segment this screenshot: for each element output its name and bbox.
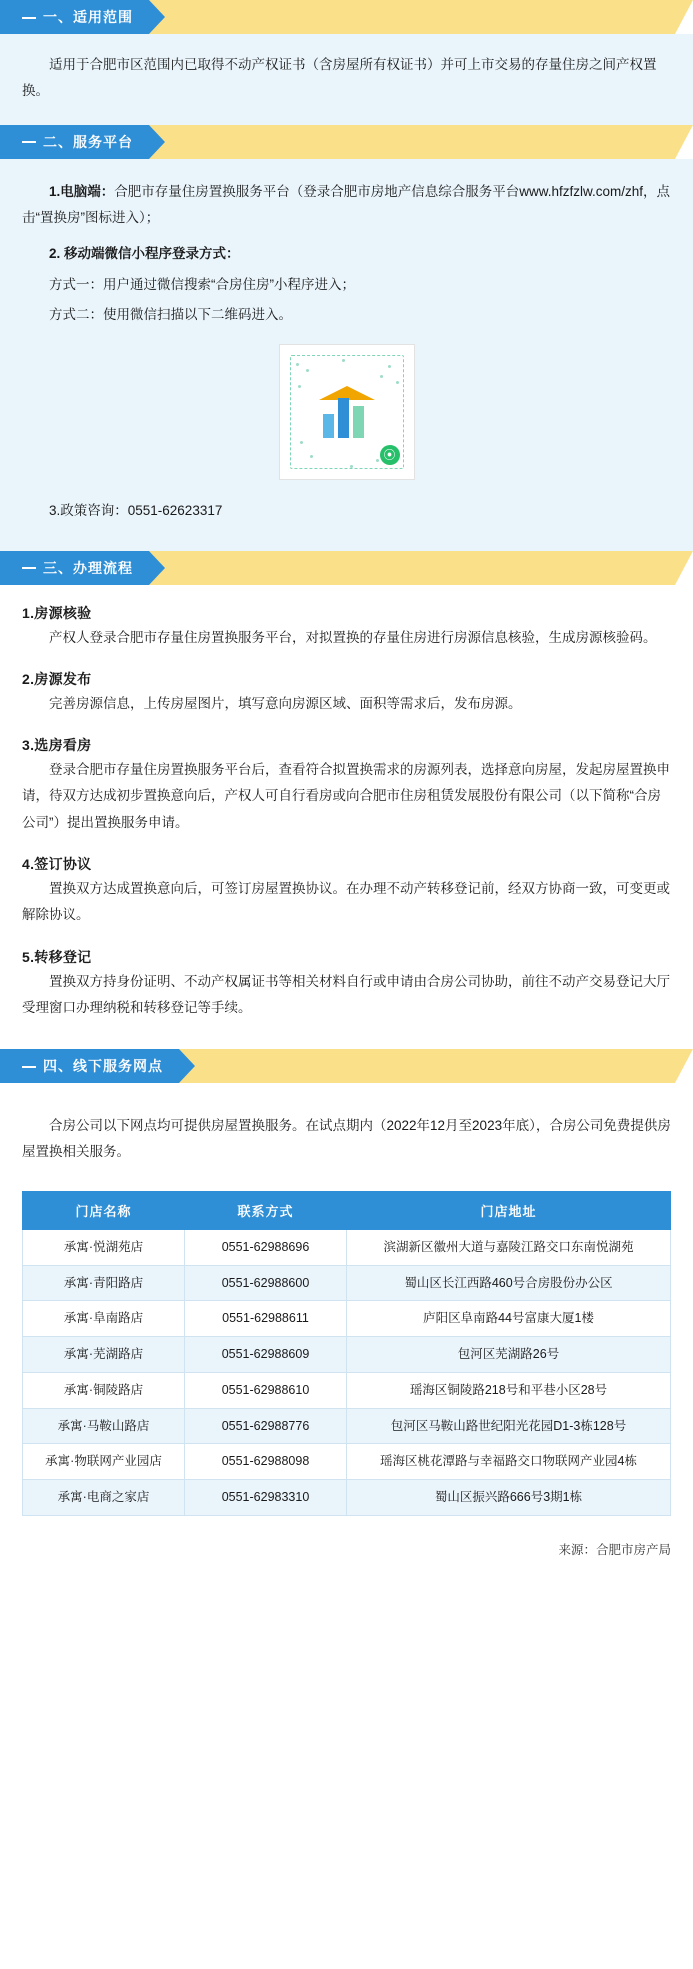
section-header-outlets-label [0, 1049, 179, 1083]
cell-store-address: 蜀山区长江西路460号合房股份办公区 [347, 1265, 671, 1301]
bar-2 [338, 398, 349, 438]
process-step-body: 完善房源信息，上传房屋图片，填写意向房源区域、面积等需求后，发布房源。 [49, 695, 522, 711]
section-title: 适用范围 [73, 9, 133, 25]
cell-store-phone: 0551-62988776 [185, 1408, 347, 1444]
cell-store-name: 承寓·青阳路店 [23, 1265, 185, 1301]
outlets-intro: 合房公司以下网点均可提供房屋置换服务。在试点期内（2022年12月至2023年底），合房公司免费提供房屋置换相关服务。 [22, 1117, 671, 1160]
process-step-body: 登录合肥市存量住房置换服务平台后，查看符合拟置换需求的房源列表，选择意向房屋，发起房屋置换申请，待双方达成初步置换意向后，产权人可自行看房或向合肥市住房租赁发展股份有限公司（以下简称“合房公司”）提出置换服务申请。 [22, 762, 670, 830]
table-row [23, 1265, 671, 1301]
table-row [23, 1480, 671, 1516]
cell-store-phone: 0551-62988611 [185, 1301, 347, 1337]
cell-store-address: 包河区马鞍山路世纪阳光花园D1-3栋128号 [347, 1408, 671, 1444]
column-header-phone: 联系方式 [185, 1191, 347, 1229]
cell-store-name: 承寓·电商之家店 [23, 1480, 185, 1516]
cell-store-name: 承寓·阜南路店 [23, 1301, 185, 1337]
outlets-intro-block [0, 1083, 693, 1185]
section-header-process [0, 551, 693, 585]
section-header-outlets [0, 1049, 693, 1083]
process-list [0, 585, 693, 1050]
bar-3 [353, 406, 364, 438]
cell-store-address: 瑶海区桃花潭路与幸福路交口物联网产业园4栋 [347, 1444, 671, 1480]
cell-store-phone: 0551-62988610 [185, 1372, 347, 1408]
cell-store-phone: 0551-62988600 [185, 1265, 347, 1301]
table-row [23, 1337, 671, 1373]
platform-pc-label: 1.电脑端： [49, 183, 115, 199]
table-row [23, 1408, 671, 1444]
source-line: 来源：合肥市房产局 [558, 1542, 671, 1557]
qrcode-center-logo [319, 386, 375, 438]
platform-pc-text: 合肥市存量住房置换服务平台（登录合肥市房地产信息综合服务平台www.hfzfzlw.com/zhf，点击“置换房”图标进入）； [22, 183, 671, 225]
platform-pc-line [22, 179, 671, 232]
section-title: 线下服务网点 [73, 1058, 163, 1075]
table-row [23, 1301, 671, 1337]
process-step-body: 置换双方持身份证明、不动产权属证书等相关材料自行或申请由合房公司协助，前往不动产交易登记大厅受理窗口办理纳税和转移登记等手续。 [22, 973, 670, 1015]
section-header-scope [0, 0, 693, 34]
dash-icon [22, 141, 36, 143]
cell-store-address: 包河区芜湖路26号 [347, 1337, 671, 1373]
bar-1 [323, 414, 334, 438]
table-row [23, 1229, 671, 1265]
section-number: 三、 [43, 559, 73, 576]
outlets-table-wrap [0, 1185, 693, 1526]
platform-mobile-title: 2. 移动端微信小程序登录方式： [49, 246, 240, 262]
header-accent-bar [149, 0, 693, 34]
process-step-title: 2.房源发布 [22, 670, 92, 687]
qrcode-container [22, 344, 671, 480]
cell-store-name: 承寓·物联网产业园店 [23, 1444, 185, 1480]
section-header-platform [0, 125, 693, 159]
section-header-process-label [0, 551, 149, 585]
dash-icon [22, 567, 36, 569]
cell-store-phone: 0551-62988609 [185, 1337, 347, 1373]
dash-icon [22, 17, 36, 19]
cell-store-name: 承寓·芜湖路店 [23, 1337, 185, 1373]
outlets-table [22, 1191, 671, 1516]
column-header-address: 门店地址 [347, 1191, 671, 1229]
process-step-title: 5.转移登记 [22, 948, 92, 965]
table-row [23, 1444, 671, 1480]
cell-store-name: 承寓·悦湖苑店 [23, 1229, 185, 1265]
dash-icon [22, 1066, 36, 1068]
platform-method-1: 方式一：用户通过微信搜索“合房住房”小程序进入； [49, 276, 355, 292]
section-header-scope-label [0, 0, 149, 34]
table-row [23, 1372, 671, 1408]
scope-paragraph: 适用于合肥市区范围内已取得不动产权证书（含房屋所有权证书）并可上市交易的存量住房之间产权置换。 [22, 57, 657, 99]
wechat-mini-program-qrcode-icon[interactable] [279, 344, 415, 480]
cell-store-address: 滨湖新区徽州大道与嘉陵江路交口东南悦湖苑 [347, 1229, 671, 1265]
cell-store-phone: 0551-62983310 [185, 1480, 347, 1516]
section-title: 服务平台 [73, 133, 133, 150]
cell-store-phone: 0551-62988696 [185, 1229, 347, 1265]
header-accent-bar [179, 1049, 693, 1083]
scope-body [0, 34, 693, 125]
table-header-row [23, 1191, 671, 1229]
cell-store-address: 蜀山区振兴路666号3期1栋 [347, 1480, 671, 1516]
process-step-title: 4.签订协议 [22, 856, 92, 873]
header-accent-bar [149, 125, 693, 159]
process-step-body: 置换双方达成置换意向后，可签订房屋置换协议。在办理不动产转移登记前，经双方协商一致，可变更或解除协议。 [22, 881, 670, 923]
section-header-platform-label [0, 125, 149, 159]
column-header-name: 门店名称 [23, 1191, 185, 1229]
section-title: 办理流程 [73, 559, 133, 576]
cell-store-name: 承寓·铜陵路店 [23, 1372, 185, 1408]
section-number: 一、 [43, 9, 73, 25]
cell-store-address: 庐阳区阜南路44号富康大厦1楼 [347, 1301, 671, 1337]
platform-method-2: 方式二：使用微信扫描以下二维码进入。 [49, 306, 292, 322]
section-number: 二、 [43, 133, 73, 150]
platform-consult: 3.政策咨询：0551-62623317 [49, 503, 223, 519]
section-number: 四、 [43, 1058, 73, 1075]
cell-store-address: 瑶海区铜陵路218号和平巷小区28号 [347, 1372, 671, 1408]
wechat-badge-icon: ⦿ [380, 445, 400, 465]
header-accent-bar [149, 551, 693, 585]
process-step-body: 产权人登录合肥市存量住房置换服务平台，对拟置换的存量住房进行房源信息核验，生成房源核验码。 [49, 629, 657, 645]
process-step-title: 3.选房看房 [22, 737, 92, 754]
platform-body [0, 159, 693, 551]
process-step-title: 1.房源核验 [22, 604, 92, 621]
cell-store-phone: 0551-62988098 [185, 1444, 347, 1480]
cell-store-name: 承寓·马鞍山路店 [23, 1408, 185, 1444]
